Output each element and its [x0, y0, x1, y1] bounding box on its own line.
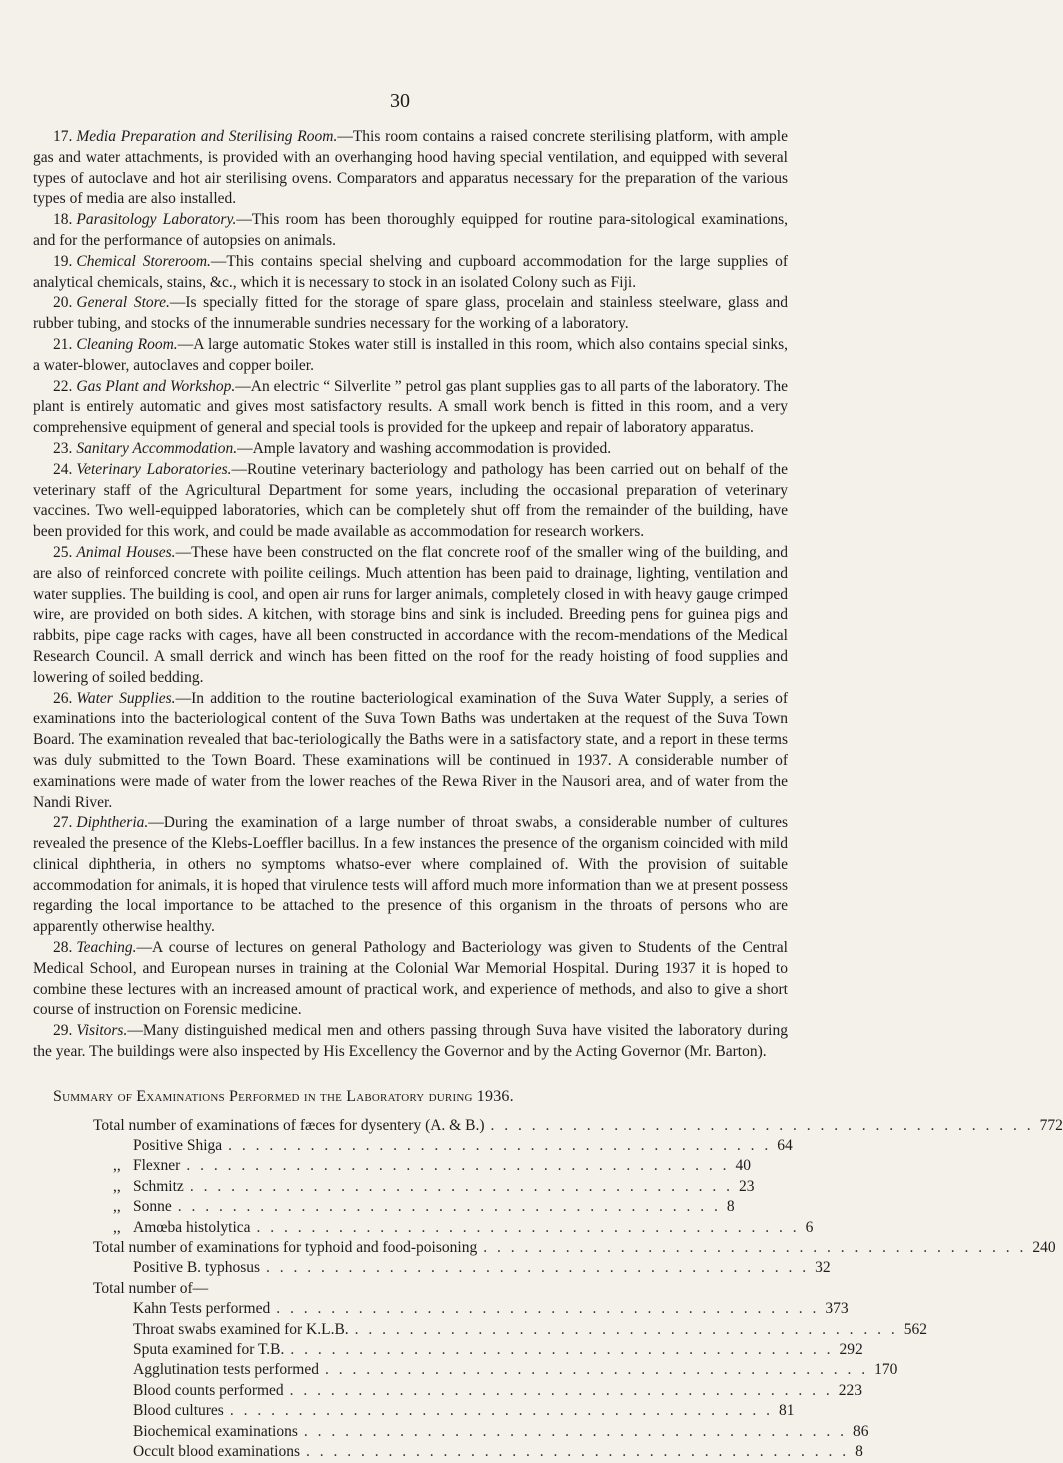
- summary-row-label-wrap: [93, 1340, 284, 1361]
- summary-row-label: Positive Shiga: [133, 1137, 223, 1155]
- summary-row-value: 64: [777, 1137, 793, 1155]
- leader-dots: . . . . . . . . . . . . . . . . . . . . . . . . . . . . . . . . . . . . . . . .: [324, 1361, 869, 1379]
- paragraph-title: Gas Plant and Workshop.: [76, 377, 236, 395]
- paragraph-title: Media Preparation and Sterilising Room.: [76, 128, 338, 145]
- paragraph-title: Parasitology Laboratory.: [76, 211, 237, 229]
- summary-row-label-wrap: [93, 1299, 270, 1320]
- ditto-mark: ,,: [113, 1218, 121, 1236]
- paragraph-number: 23.: [53, 439, 73, 457]
- summary-row-label-wrap: [93, 1197, 172, 1218]
- summary-row-label: Blood cultures: [133, 1402, 224, 1420]
- summary-row-label-wrap: [93, 1320, 349, 1341]
- leader-dots: . . . . . . . . . . . . . . . . . . . . . . . . . . . . . . . . . . . . . . . .: [189, 1177, 733, 1195]
- summary-row-label: Occult blood examinations: [133, 1442, 301, 1460]
- ditto-mark: ,,: [113, 1177, 121, 1195]
- leader-dots: . . . . . . . . . . . . . . . . . . . . . . . . . . . . . . . . . . . . . . . .: [290, 1340, 834, 1358]
- ditto-mark: ,,: [113, 1157, 121, 1175]
- paragraph-number: 28.: [53, 939, 73, 957]
- leader-dots: . . . . . . . . . . . . . . . . . . . . . . . . . . . . . . . . . . . . . . . .: [228, 1137, 772, 1155]
- summary-row-label-wrap: [93, 1238, 477, 1259]
- paragraph-title: Veterinary Laboratories.: [76, 460, 232, 478]
- summary-row-label: Sonne: [133, 1198, 172, 1216]
- paragraph-number: 18.: [53, 211, 73, 229]
- leader-dots: . . . . . . . . . . . . . . . . . . . . . . . . . . . . . . . . . . . . . . . .: [490, 1116, 1034, 1134]
- paragraph-text: —Many distinguished medical men and others passing through Suva have visited the laboratory during the year. The buildings were also inspected by His Excellency the Governor and by the Acting Governor (Mr. Barton).: [33, 1022, 788, 1061]
- paragraph-number: 21.: [53, 335, 73, 353]
- summary-row: [93, 1156, 751, 1176]
- summary-row-label: Blood counts performed: [133, 1381, 284, 1399]
- paragraph-title: Diphtheria.: [76, 814, 149, 832]
- leader-dots: . . . . . . . . . . . . . . . . . . . . . . . . . . . . . . . . . . . . . . . .: [276, 1300, 820, 1318]
- paragraph-title: General Store.: [76, 294, 170, 312]
- paragraph-text: —During the examination of a large number of throat swabs, a considerable number of cultures revealed the presence of the Klebs-Loeffler bacillus. In a few instances the presence of the organism coincided with mild clinical diphtheria, in others no symptoms whatso-ever where complained of. With the provision of suitable accommodation for animals, it is hoped that virulence tests will afford much more information than we at present possess regarding the local importance to be attached to the presence of this organism in the throats of persons who are apparently otherwise healthy.: [33, 814, 788, 936]
- summary-row: [93, 1218, 814, 1238]
- paragraph-list: [33, 127, 788, 1063]
- leader-dots: . . . . . . . . . . . . . . . . . . . . . . . . . . . . . . . . . . . . . . . .: [354, 1320, 898, 1338]
- paragraph-number: 29.: [53, 1022, 73, 1040]
- summary-row: [93, 1238, 1056, 1258]
- document-body: [33, 127, 1063, 1462]
- summary-row-value: 292: [839, 1340, 863, 1358]
- summary-row: [93, 1116, 1063, 1136]
- summary-row-label-wrap: [93, 1401, 224, 1422]
- leader-dots: . . . . . . . . . . . . . . . . . . . . . . . . . . . . . . . . . . . . . . . .: [306, 1442, 850, 1460]
- summary-table: [93, 1116, 1063, 1463]
- paragraph: [33, 335, 788, 377]
- paragraph-title: Chemical Storeroom.: [76, 252, 211, 270]
- paragraph-number: 27.: [53, 814, 73, 832]
- summary-row-value: 6: [805, 1218, 814, 1236]
- summary-row-label: Total number of examinations of fæces for dysentery (A. & B.): [93, 1116, 485, 1134]
- paragraph-number: 25.: [53, 543, 73, 561]
- paragraph: [33, 543, 788, 689]
- summary-row: [93, 1340, 863, 1360]
- summary-row-value: 170: [874, 1361, 898, 1379]
- leader-dots: . . . . . . . . . . . . . . . . . . . . . . . . . . . . . . . . . . . . . . . .: [289, 1381, 833, 1399]
- paragraph-title: Sanitary Accommodation.: [76, 439, 238, 457]
- summary-row: [93, 1422, 869, 1442]
- summary-row-label-wrap: [93, 1177, 184, 1198]
- paragraph-number: 17.: [53, 128, 73, 145]
- summary-row-label: Schmitz: [133, 1177, 184, 1195]
- paragraph-title: Teaching.: [76, 939, 137, 957]
- summary-row-label-wrap: [93, 1381, 284, 1402]
- summary-row-label: Sputa examined for T.B.: [133, 1340, 285, 1358]
- summary-row-value: 223: [838, 1381, 863, 1399]
- summary-row-label: Flexner: [133, 1157, 181, 1175]
- summary-row: [93, 1136, 793, 1156]
- summary-row: [93, 1279, 703, 1299]
- summary-row: [93, 1442, 863, 1462]
- summary-row-label-wrap: [93, 1136, 222, 1157]
- leader-dots: . . . . . . . . . . . . . . . . . . . . . . . . . . . . . . . . . . . . . . . .: [256, 1218, 800, 1236]
- paragraph: [33, 210, 788, 252]
- summary-row-label: Total number of examinations for typhoid and food-poisoning: [93, 1239, 478, 1256]
- paragraph-text: —Ample lavatory and washing accommodation is provided.: [237, 439, 612, 457]
- paragraph-text: —This room contains a raised concrete sterilising platform, with ample gas and water attachments, is provided with an overhanging hood having special ventilation, and equipped with several types of autoclave and hot air sterilising ovens. Comparators and apparatus necessary for the preparation of the various types of media are also installed.: [33, 128, 788, 208]
- paragraph: [33, 439, 788, 460]
- summary-row: [93, 1299, 849, 1319]
- paragraph-text: —This room has been thoroughly equipped for routine para-sitological examinations, and for the performance of autopsies on animals.: [33, 211, 788, 249]
- paragraph: [33, 938, 788, 1021]
- summary-row-value: 86: [852, 1422, 869, 1440]
- summary-row-value: 772: [1039, 1116, 1063, 1134]
- summary-row-value: 40: [735, 1157, 751, 1175]
- paragraph: [33, 460, 788, 543]
- summary-row-label-wrap: [93, 1422, 298, 1443]
- summary-row: [93, 1320, 928, 1340]
- summary-row-value: 8: [855, 1442, 863, 1460]
- paragraph: [33, 293, 788, 335]
- summary-row: [93, 1197, 735, 1217]
- summary-row-value: 81: [778, 1402, 795, 1420]
- leader-dots: . . . . . . . . . . . . . . . . . . . . . . . . . . . . . . . . . . . . . . . .: [483, 1239, 1027, 1256]
- paragraph-number: 22.: [53, 377, 73, 395]
- summary-row-label-wrap: [93, 1279, 208, 1300]
- summary-row-value: 23: [738, 1177, 755, 1195]
- leader-dots: . . . . . . . . . . . . . . . . . . . . . . . . . . . . . . . . . . . . . . . .: [186, 1157, 730, 1175]
- summary-row-value: 562: [903, 1320, 928, 1338]
- paragraph-text: —These have been constructed on the flat concrete roof of the smaller wing of the building, and are also of reinforced concrete with poilite ceilings. Much attention has been paid to drainage, lighting, ventilation and water supplies. The building is cool, and open air runs for larger animals, completely closed in with heavy gauge crimped wire, are provided on both sides. A kitchen, with storage bins and sink is included. Breeding pens for guinea pigs and rabbits, pipe cage racks with cages, have all been constructed in accordance with the recom-mendations of the Medical Research Council. A small derrick and winch has been fitted on the roof for the ready hoisting of food supplies and lowering of soiled bedding.: [33, 543, 788, 686]
- summary-row-label: Biochemical examinations: [133, 1422, 298, 1440]
- summary-row-label-wrap: [93, 1442, 300, 1463]
- summary-row-value: 373: [825, 1300, 849, 1318]
- paragraph-text: —An electric “ Silverlite ” petrol gas plant supplies gas to all parts of the laboratory. The plant is entirely automatic and gives most satisfactory results. A small work bench is fitted in this room, and a very comprehensive equipment of general and special tools is provided for the upkeep and repair of laboratory apparatus.: [33, 377, 789, 437]
- paragraph-number: 20.: [53, 294, 73, 312]
- paragraph: [33, 127, 788, 210]
- summary-row-label-wrap: [93, 1360, 319, 1381]
- summary-row-value: 240: [1032, 1239, 1056, 1256]
- summary-row-label-wrap: [93, 1218, 251, 1239]
- paragraph-text: —A course of lectures on general Pathology and Bacteriology was given to Students of the Central Medical School, and European nurses in training at the Colonial War Memorial Hospital. During 1937 it is hoped to combine these lectures with an increased amount of practical work, and experience of methods, and also to give a short course of instruction on Forensic medicine.: [33, 939, 788, 1019]
- summary-title: Summary of Examinations Performed in the Laboratory during 1936.: [53, 1087, 514, 1105]
- ditto-mark: ,,: [113, 1198, 121, 1216]
- summary-row: [93, 1258, 831, 1278]
- paragraph-text: —Routine veterinary bacteriology and pathology has been carried out on behalf of the veterinary staff of the Agricultural Department for some years, including the occasional preparation of veterinary vaccines. Two well-equipped laboratories, which can be completely shut off from the remainder of the building, have been provided for this work, and could be made available as accommodation for research workers.: [33, 460, 788, 541]
- summary-row-label-wrap: [93, 1258, 260, 1279]
- paragraph: [33, 1021, 788, 1063]
- paragraph-number: 19.: [53, 252, 73, 270]
- summary-row: [93, 1401, 795, 1421]
- summary-row-label-wrap: [93, 1156, 180, 1177]
- paragraph-title: Animal Houses.: [76, 543, 176, 561]
- summary-row-value: 8: [726, 1198, 735, 1216]
- leader-dots: . . . . . . . . . . . . . . . . . . . . . . . . . . . . . . . . . . . . . . . .: [177, 1198, 721, 1216]
- paragraph: [33, 252, 788, 294]
- summary-row-label: Amœba histolytica: [133, 1218, 251, 1236]
- paragraph-text: —A large automatic Stokes water still is installed in this room, which also contains special sinks, a water-blower, autoclaves and copper boiler.: [33, 335, 788, 374]
- paragraph-text: —This contains special shelving and cupboard accommodation for the large supplies of analytical chemicals, stains, &c., which it is necessary to stock in an isolated Colony such as Fiji.: [33, 252, 788, 291]
- paragraph-title: Visitors.: [76, 1022, 128, 1040]
- paragraph-title: Cleaning Room.: [76, 335, 178, 353]
- summary-row-label: Kahn Tests performed: [133, 1300, 271, 1318]
- summary-row-label: Throat swabs examined for K.L.B.: [133, 1320, 349, 1338]
- paragraph-title: Water Supplies.: [76, 689, 176, 707]
- summary-row: [93, 1381, 863, 1401]
- summary-row-label: Total number of—: [93, 1279, 209, 1297]
- summary-row: [93, 1360, 898, 1380]
- paragraph-number: 24.: [53, 460, 73, 478]
- summary-row-label-wrap: [93, 1116, 484, 1137]
- summary-row-value: 32: [815, 1259, 831, 1277]
- page-number: 30: [390, 90, 410, 112]
- leader-dots: . . . . . . . . . . . . . . . . . . . . . . . . . . . . . . . . . . . . . . . .: [266, 1259, 810, 1277]
- paragraph-number: 26.: [53, 689, 73, 707]
- paragraph: [33, 689, 788, 814]
- leader-dots: . . . . . . . . . . . . . . . . . . . . . . . . . . . . . . . . . . . . . . . .: [229, 1402, 773, 1420]
- paragraph: [33, 813, 788, 938]
- paragraph-text: —In addition to the routine bacteriological examination of the Suva Water Supply, a series of examinations into the bacteriological content of the Suva Town Baths was undertaken at the request of the Suva Town Board. The examination revealed that bac-teriologically the Baths were in a satisfactory state, and a report in these terms was duly submitted to the Town Board. These examinations will be continued in 1937. A considerable number of examinations were made of water from the lower reaches of the Rewa River in the Nausori area, and of water from the Nandi River.: [33, 689, 789, 811]
- summary-row: [93, 1177, 755, 1197]
- leader-dots: . . . . . . . . . . . . . . . . . . . . . . . . . . . . . . . . . . . . . . . .: [303, 1422, 847, 1440]
- paragraph-text: —Is specially fitted for the storage of spare glass, procelain and stainless steelware, glass and rubber tubing, and stocks of the innumerable sundries necessary for the working of a laboratory.: [33, 294, 789, 333]
- summary-row-label: Positive B. typhosus: [133, 1259, 261, 1277]
- paragraph: [33, 377, 788, 439]
- summary-row-label: Agglutination tests performed: [133, 1361, 319, 1379]
